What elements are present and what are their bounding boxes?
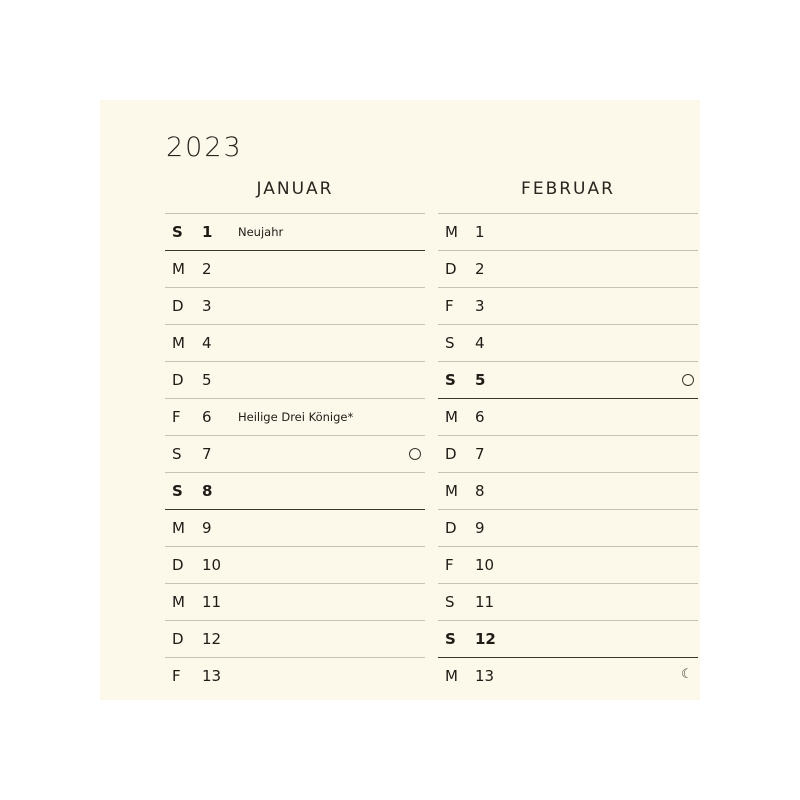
day-number: 5 — [202, 371, 212, 389]
day-number: 2 — [475, 260, 485, 278]
weekday-label: S — [445, 630, 456, 648]
weekday-label: D — [172, 630, 184, 648]
day-number: 10 — [475, 556, 495, 574]
weekday-label: S — [445, 334, 455, 352]
month-title: FEBRUAR — [521, 179, 615, 199]
day-row — [165, 287, 425, 324]
day-row — [438, 324, 698, 361]
day-row — [438, 472, 698, 509]
day-row — [165, 620, 425, 657]
weekday-label: F — [172, 667, 181, 685]
day-row — [165, 472, 425, 509]
day-row — [438, 546, 698, 583]
day-row — [438, 620, 698, 657]
day-row — [438, 250, 698, 287]
weekday-label: M — [445, 408, 458, 426]
day-row — [165, 509, 425, 546]
day-number: 1 — [202, 223, 213, 241]
day-number: 4 — [202, 334, 212, 352]
day-list — [438, 213, 698, 694]
day-row — [438, 398, 698, 435]
day-number: 3 — [202, 297, 212, 315]
day-number: 12 — [475, 630, 496, 648]
day-number: 11 — [202, 593, 222, 611]
day-row — [438, 583, 698, 620]
day-row — [165, 361, 425, 398]
day-number: 11 — [475, 593, 495, 611]
weekday-label: M — [172, 334, 185, 352]
day-row — [165, 213, 425, 250]
day-row — [165, 657, 425, 694]
day-number: 7 — [202, 445, 212, 463]
day-number: 8 — [475, 482, 485, 500]
day-number: 10 — [202, 556, 222, 574]
weekday-label: M — [445, 223, 458, 241]
day-number: 4 — [475, 334, 485, 352]
holiday-label: Neujahr — [238, 225, 284, 239]
day-number: 13 — [202, 667, 222, 685]
day-row — [438, 657, 698, 694]
weekday-label: S — [445, 593, 455, 611]
weekday-label: D — [172, 556, 184, 574]
day-number: 2 — [202, 260, 212, 278]
day-number: 5 — [475, 371, 486, 389]
day-number: 8 — [202, 482, 213, 500]
holiday-label: Heilige Drei Könige* — [238, 410, 354, 424]
weekday-label: D — [445, 260, 457, 278]
day-list — [165, 213, 425, 694]
weekday-label: D — [172, 371, 184, 389]
weekday-label: S — [172, 482, 183, 500]
day-row — [165, 435, 425, 472]
month-title: JANUAR — [256, 179, 334, 199]
calendar-page — [100, 100, 700, 700]
weekday-label: S — [172, 445, 182, 463]
weekday-label: S — [172, 223, 183, 241]
day-row — [438, 287, 698, 324]
weekday-label: M — [445, 482, 458, 500]
day-number: 6 — [475, 408, 485, 426]
weekday-label: F — [445, 556, 454, 574]
weekday-label: F — [445, 297, 454, 315]
full-moon-icon — [682, 374, 694, 386]
year-title: 2023 — [166, 132, 243, 163]
weekday-label: M — [445, 667, 458, 685]
day-number: 7 — [475, 445, 485, 463]
day-number: 6 — [202, 408, 212, 426]
day-number: 13 — [475, 667, 495, 685]
day-number: 9 — [475, 519, 485, 537]
day-row — [438, 435, 698, 472]
weekday-label: D — [172, 297, 184, 315]
weekday-label: F — [172, 408, 181, 426]
day-row — [165, 398, 425, 435]
weekday-label: M — [172, 260, 185, 278]
last-quarter-moon-icon: ☾ — [681, 667, 693, 682]
weekday-label: D — [445, 519, 457, 537]
day-number: 12 — [202, 630, 222, 648]
day-row — [165, 583, 425, 620]
day-row — [165, 324, 425, 361]
day-row — [438, 213, 698, 250]
day-number: 3 — [475, 297, 485, 315]
day-number: 1 — [475, 223, 485, 241]
full-moon-icon — [409, 448, 421, 460]
weekday-label: D — [445, 445, 457, 463]
day-row — [438, 509, 698, 546]
day-row — [165, 546, 425, 583]
weekday-label: M — [172, 593, 185, 611]
weekday-label: S — [445, 371, 456, 389]
day-row — [438, 361, 698, 398]
day-row — [165, 250, 425, 287]
day-number: 9 — [202, 519, 212, 537]
weekday-label: M — [172, 519, 185, 537]
